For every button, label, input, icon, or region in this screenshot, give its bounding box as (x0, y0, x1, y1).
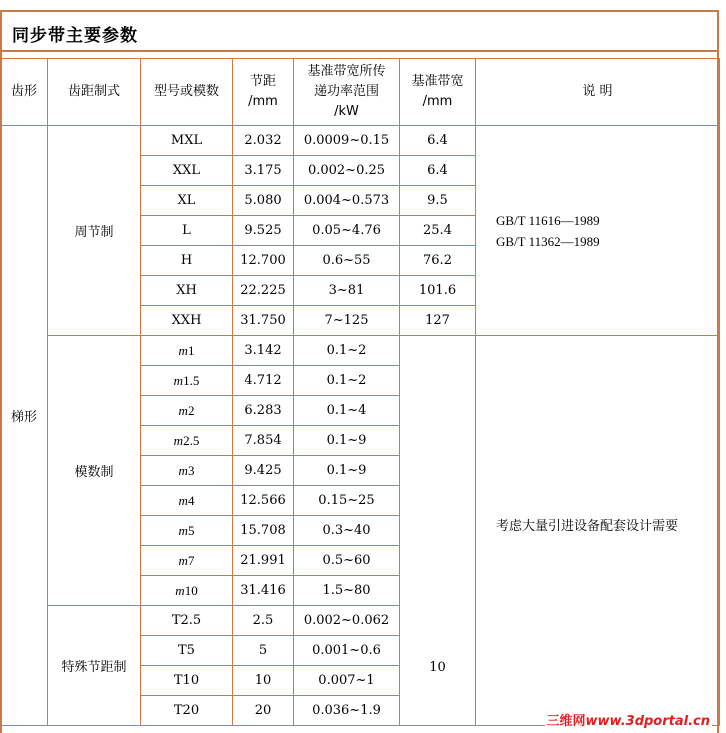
power-cell: 0.1~2 (294, 366, 400, 396)
model-prefix: m (178, 342, 188, 358)
header-pitch-line1: 节距 (249, 74, 276, 89)
pitch-cell: 3.175 (233, 156, 294, 186)
model-suffix: 5 (187, 522, 195, 538)
power-cell: 0.004~0.573 (294, 186, 400, 216)
width-cell: 9.5 (400, 186, 476, 216)
model-cell: XXL (141, 156, 233, 186)
model-cell: L (141, 216, 233, 246)
power-cell: 0.1~9 (294, 456, 400, 486)
model-cell: XL (141, 186, 233, 216)
model-cell: T2.5 (141, 606, 233, 636)
shared-width-cell: 10 (400, 336, 476, 726)
pitch-cell: 31.750 (233, 306, 294, 336)
header-power-line1: 基准带宽所传 (307, 64, 386, 79)
model-suffix: 2.5 (183, 432, 200, 448)
model-suffix: 3 (187, 462, 195, 478)
header-model: 型号或模数 (141, 59, 233, 126)
pitch-cell: 22.225 (233, 276, 294, 306)
header-width (400, 59, 476, 126)
model-prefix: m (173, 432, 184, 448)
pitch-cell: 3.142 (233, 336, 294, 366)
power-cell: 0.5~60 (294, 546, 400, 576)
pitch-cell: 4.712 (233, 366, 294, 396)
pitch-system-cell: 模数制 (48, 336, 141, 606)
pitch-cell: 9.525 (233, 216, 294, 246)
model-suffix: 7 (187, 552, 195, 568)
power-cell: 3~81 (294, 276, 400, 306)
tooth-form-cell: 梯形 (1, 126, 48, 726)
header-power (294, 59, 400, 126)
model-prefix: m (175, 582, 185, 598)
width-cell: 127 (400, 306, 476, 336)
model-cell (141, 426, 233, 456)
power-cell: 0.036~1.9 (294, 696, 400, 726)
width-cell: 101.6 (400, 276, 476, 306)
table-row (1, 126, 720, 156)
model-cell (141, 456, 233, 486)
power-cell: 0.15~25 (294, 486, 400, 516)
model-suffix: 1 (187, 342, 195, 358)
model-prefix: m (178, 402, 188, 418)
note-cell (476, 126, 720, 336)
pitch-cell: 2.5 (233, 606, 294, 636)
note-standard-2: GB/T 11362—1989 (496, 233, 600, 249)
site-watermark (545, 710, 713, 729)
pitch-cell: 15.708 (233, 516, 294, 546)
power-cell: 0.007~1 (294, 666, 400, 696)
model-cell: H (141, 246, 233, 276)
model-prefix: m (178, 522, 188, 538)
watermark-cn: 三维网 (546, 714, 586, 729)
model-suffix: 1.5 (183, 372, 200, 388)
model-cell: T10 (141, 666, 233, 696)
power-cell: 0.1~4 (294, 396, 400, 426)
pitch-system-cell: 特殊节距制 (48, 606, 141, 726)
watermark-en: www.3dportal.cn (585, 714, 710, 729)
page-title: 同步带主要参数 (12, 26, 138, 46)
title-bar (0, 10, 719, 52)
belt-parameter-table (0, 58, 720, 726)
power-cell: 1.5~80 (294, 576, 400, 606)
pitch-cell: 6.283 (233, 396, 294, 426)
width-cell: 6.4 (400, 156, 476, 186)
header-pitch (233, 59, 294, 126)
power-cell: 0.1~2 (294, 336, 400, 366)
pitch-system-cell: 周节制 (48, 126, 141, 336)
pitch-cell: 12.566 (233, 486, 294, 516)
model-prefix: m (178, 462, 188, 478)
width-cell: 76.2 (400, 246, 476, 276)
power-cell: 0.6~55 (294, 246, 400, 276)
model-prefix: m (178, 552, 188, 568)
model-cell: T5 (141, 636, 233, 666)
power-cell: 0.0009~0.15 (294, 126, 400, 156)
note-cell (476, 336, 720, 726)
pitch-cell: 12.700 (233, 246, 294, 276)
note-module-design: 考虑大量引进设备配套设计需要 (496, 519, 679, 534)
power-cell: 0.002~0.25 (294, 156, 400, 186)
model-cell (141, 486, 233, 516)
model-cell (141, 576, 233, 606)
model-prefix: m (178, 492, 188, 508)
model-cell: MXL (141, 126, 233, 156)
model-cell: XH (141, 276, 233, 306)
model-cell (141, 546, 233, 576)
model-cell (141, 336, 233, 366)
pitch-cell: 7.854 (233, 426, 294, 456)
width-cell: 25.4 (400, 216, 476, 246)
header-note: 说 明 (476, 59, 720, 126)
power-cell: 0.001~0.6 (294, 636, 400, 666)
pitch-cell: 5.080 (233, 186, 294, 216)
header-pitch-system: 齿距制式 (48, 59, 141, 126)
pitch-cell: 5 (233, 636, 294, 666)
model-suffix: 10 (184, 582, 198, 598)
model-suffix: 4 (187, 492, 195, 508)
header-pitch-line2: /mm (248, 94, 278, 109)
header-power-line2: 递功率范围 (313, 84, 379, 99)
note-standard-1: GB/T 11616—1989 (496, 212, 600, 228)
model-cell (141, 366, 233, 396)
header-width-line1: 基准带宽 (411, 74, 464, 89)
pitch-cell: 10 (233, 666, 294, 696)
table-row (1, 336, 720, 366)
pitch-cell: 31.416 (233, 576, 294, 606)
header-tooth-form: 齿形 (1, 59, 48, 126)
header-row (1, 59, 720, 126)
power-cell: 7~125 (294, 306, 400, 336)
pitch-cell: 2.032 (233, 126, 294, 156)
power-cell: 0.1~9 (294, 426, 400, 456)
width-cell: 6.4 (400, 126, 476, 156)
model-suffix: 2 (187, 402, 195, 418)
header-power-line3: /kW (334, 104, 359, 119)
model-prefix: m (173, 372, 184, 388)
model-cell (141, 516, 233, 546)
model-cell: XXH (141, 306, 233, 336)
model-cell (141, 396, 233, 426)
model-cell: T20 (141, 696, 233, 726)
pitch-cell: 20 (233, 696, 294, 726)
power-cell: 0.3~40 (294, 516, 400, 546)
pitch-cell: 9.425 (233, 456, 294, 486)
power-cell: 0.05~4.76 (294, 216, 400, 246)
header-width-line2: /mm (422, 94, 453, 109)
power-cell: 0.002~0.062 (294, 606, 400, 636)
pitch-cell: 21.991 (233, 546, 294, 576)
